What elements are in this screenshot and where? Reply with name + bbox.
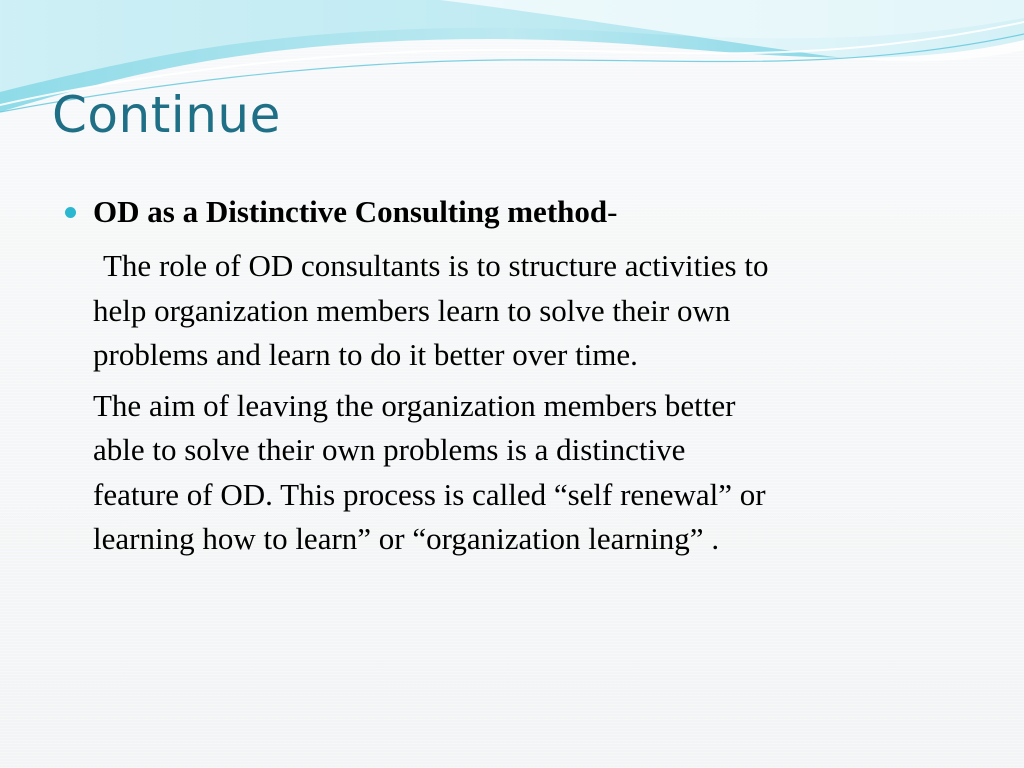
slide-body — [62, 192, 962, 562]
bullet-heading — [93, 192, 962, 232]
bullet-heading-suffix: - — [607, 194, 618, 229]
paragraph-line: The role of OD consultants is to structure activities to — [103, 248, 769, 284]
paragraph-line: learning how to learn” or “organization learning” . — [93, 521, 720, 557]
paragraph-line: problems and learn to do it better over time. — [93, 337, 638, 373]
paragraph-line: able to solve their own problems is a distinctive — [93, 432, 686, 468]
paragraph-aim-self-renewal — [62, 384, 962, 562]
bullet-heading-bold: OD as a Distinctive Consulting method — [93, 194, 608, 229]
paragraph-line: feature of OD. This process is called “self renewal” or — [93, 476, 766, 512]
bullet-icon — [65, 207, 76, 218]
paragraph-role-of-consultants — [62, 244, 962, 378]
slide-title: Continue — [52, 86, 281, 144]
paragraph-line: help organization members learn to solve their own — [93, 292, 731, 328]
bullet-item — [62, 192, 962, 232]
paragraph-line: The aim of leaving the organization members better — [93, 387, 736, 423]
